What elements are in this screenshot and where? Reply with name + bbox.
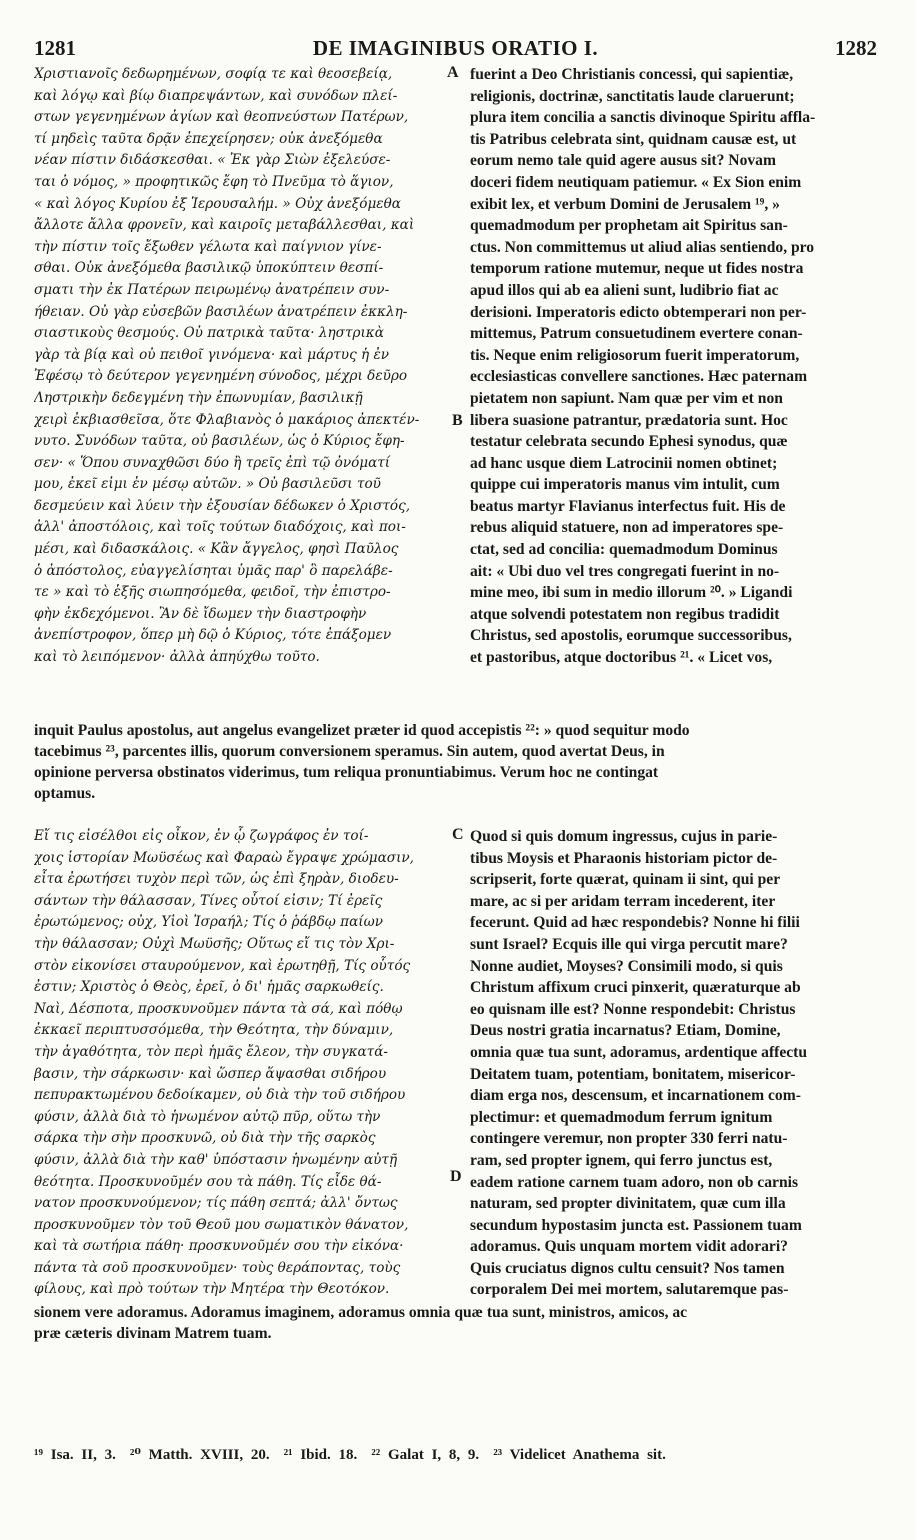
latin-text-line: tacebimus ²³, parcentes illis, quorum conversionem speramus. Sin autem, quod avertat Deus, in: [34, 743, 665, 760]
latin-text-line: eo quisnam ille est? Nonne respondebit: Christus: [470, 1000, 796, 1018]
greek-text-line: μου, ἐκεῖ εἰμι ἐν μέσῳ αὐτῶν. » Οὐ βασιλεῦσι τοῦ: [34, 476, 381, 493]
latin-text-line: plectimur: et quemadmodum ferrum ignitum: [470, 1108, 773, 1126]
latin-text-line: omnia quæ tua sunt, adoramus, ardentique affectu: [470, 1043, 808, 1061]
footnote: ²² Galat I, 8, 9.: [371, 1447, 480, 1463]
latin-text-line: mine meo, ibi sum in medio illorum ²⁰. » Ligandi: [470, 584, 793, 602]
greek-text-line: φίλους, καὶ πρὸ τούτων τὴν Μητέρα τὴν Θεοτόκον.: [34, 1281, 390, 1298]
page-header: [34, 36, 877, 62]
greek-text-line: καὶ τὰ σωτήρια πάθη· προσκυνοῦμέν σου τὴν εἰκόνα·: [34, 1238, 404, 1255]
latin-text-line: Deus nostri gratia incarnatus? Etiam, Domine,: [470, 1022, 781, 1040]
latin-text-line: Nonne audiet, Moyses? Consimili modo, si quis: [470, 957, 783, 975]
latin-text-line: plura item concilia a sanctis divinoque Spiritu afflа-: [470, 109, 816, 127]
greek-text-line: ἄλλοτε ἄλλα φρονεῖν, καὶ καιροῖς μεταβάλλεσθαι, καὶ: [34, 217, 415, 234]
greek-text-line: σματι τὴν ἐκ Πατέρων πειρωμένῳ ἀνατρέπειν συν-: [34, 281, 390, 298]
latin-text-line: tis Patribus celebrata sint, quidnam causæ est, ut: [470, 130, 797, 148]
latin-text-line: adoramus. Quis unquam mortem vidit adorari?: [470, 1238, 788, 1256]
greek-text-line: ήθειαν. Οὐ γὰρ εὐσεβῶν βασιλέων ἀνατρέπειν ἐκκλη-: [34, 303, 408, 320]
greek-text-line: σθαι. Οὐκ ἀνεξόμεθα βασιλικῷ ὑποκύπτειν θεσπί-: [34, 260, 384, 277]
greek-column-bottom: [34, 826, 458, 1301]
latin-text-line: diam erga nos, descensum, et incarnationem com-: [470, 1087, 801, 1105]
greek-text-line: ἐστιν; Χριστὸς ὁ Θεὸς, ἐρεῖ, ὁ δι' ἡμᾶς σαρκωθείς.: [34, 979, 384, 996]
latin-text-line: beatus martyr Flavianus interfectus fuit. His de: [470, 497, 786, 515]
latin-text-line: Deitatem tuam, potentiam, bonitatem, misericor-: [470, 1065, 796, 1083]
latin-column-top: [470, 64, 880, 669]
greek-text-line: χειρὶ ἐκβιασθεῖσα, ὅτε Φλαβιανὸς ὁ μακάριος ἀπεκτέν-: [34, 411, 420, 428]
latin-text-line: mare, ac si per aridam terram incederent, iter: [470, 892, 776, 910]
closing-paragraph: [34, 1302, 880, 1344]
greek-text-line: καὶ τὸ λειπόμενον· ἀλλὰ ἀπηύχθω τοῦτο.: [34, 649, 320, 666]
latin-text-line: scripserit, forte quærat, quinam ii sint, qui per: [470, 871, 781, 889]
footnote: ¹⁹ Isa. II, 3.: [34, 1447, 116, 1463]
greek-text-line: θεότητα. Προσκυνοῦμέν σου τὰ πάθη. Τίς εἶδε θά-: [34, 1173, 382, 1190]
greek-text-line: φύσιν, ἀλλὰ διὰ τὴν καθ' ὑπόστασιν ἡνωμένην αὐτῇ: [34, 1151, 398, 1168]
latin-text-line: rebus aliquid statuere, non ad imperatores spe-: [470, 519, 784, 537]
latin-text-line: ram, sed propter ignem, qui ferro junctus est,: [470, 1151, 773, 1169]
latin-text-line: præ cæteris divinam Matrem tuam.: [34, 1325, 272, 1342]
footnote: ²¹ Ibid. 18.: [283, 1447, 358, 1463]
greek-text-line: φύσιν, ἀλλὰ διὰ τὸ ἡνωμένον αὐτῷ πῦρ, οὕτω τὴν: [34, 1108, 381, 1125]
section-marker-d: D: [450, 1168, 462, 1185]
greek-text-line: σιαστικοὺς θεσμούς. Οὐ πατρικὰ ταῦτα· ληστρικὰ: [34, 325, 384, 342]
greek-text-line: νέαν πίστιν διδάσκεσθαι. « Ἐκ γὰρ Σιὼν ἐξελεύσε-: [34, 152, 391, 169]
greek-text-line: ἐκκαεῖ περιπτυσσόμεθα, τὴν Θεότητα, τὴν δύναμιν,: [34, 1022, 394, 1039]
latin-text-line: eorum nemo tale quid agere ausus sit? Novam: [470, 152, 776, 170]
latin-text-line: sionem vere adoramus. Adoramus imaginem, adoramus omnia quæ tua sunt, ministros, amicos, ac: [34, 1304, 688, 1321]
latin-text-line: Quod si quis domum ingressus, cujus in parie-: [470, 828, 778, 845]
latin-text-line: doceri fidem neutiquam patiemur. « Ex Sion enim: [470, 173, 802, 191]
latin-text-line: Christum affixum cruci pinxerit, quæraturque ab: [470, 979, 801, 997]
greek-column-top: [34, 64, 458, 669]
latin-text-line: testatur celebrata secundo Ephesi synodus, quæ: [470, 433, 788, 451]
greek-text-line: δεσμεύειν καὶ λύειν τὴν ἐξουσίαν δέδωκεν ὁ Χριστός,: [34, 497, 411, 514]
greek-text-line: προσκυνοῦμεν τὸν τοῦ Θεοῦ μου σωματικὸν θάνατον,: [34, 1216, 409, 1233]
footnote: ²³ Videlicet Anathema sit.: [493, 1447, 666, 1463]
greek-text-line: ἀλλ' ἀποστόλοις, καὶ τοῖς τούτων διαδόχοις, καὶ ποι-: [34, 519, 406, 536]
latin-text-line: opinione perversa obstinatos viderimus, tum reliqua pronuntiabimus. Verum hoc ne contingat: [34, 764, 659, 781]
latin-text-line: quippe cui imperatoris manus vim intulit, cum: [470, 476, 780, 494]
section-marker-a: A: [447, 64, 459, 81]
greek-text-line: Εἴ τις εἰσέλθοι εἰς οἶκον, ἐν ᾧ ζωγράφος ἐν τοί-: [34, 828, 369, 844]
greek-text-line: Ἐφέσῳ τὸ δεύτερον γεγενημένη σύνοδος, μέχρι δεῦρο: [34, 368, 408, 385]
greek-text-line: μέσι, καὶ διδασκάλοις. « Κἂν ἄγγελος, φησὶ Παῦλος: [34, 541, 399, 558]
greek-text-line: σάντων τὴν θάλασσαν, Τίνες οὗτοί εἰσιν; Τί ἐρεῖς: [34, 892, 383, 909]
greek-text-line: ἀνεπίστροφον, ὅπερ μὴ δῷ ὁ Κύριος, τότε ἐπάξομεν: [34, 627, 392, 644]
latin-text-line: temporum ratione mutemur, neque ut fides nostra: [470, 260, 804, 278]
greek-text-line: εἶτα ἐρωτήσει τυχὸν περὶ τῶν, ὡς ἐπὶ ξηρὰν, διοδευ-: [34, 871, 399, 888]
latin-text-line: ctat, sed ad concilia: quemadmodum Dominus: [470, 541, 778, 559]
greek-text-line: τὴν θάλασσαν; Οὐχὶ Μωϋσῆς; Οὕτως εἴ τις τὸν Χρι-: [34, 935, 395, 952]
greek-text-line: χοις ἱστορίαν Μωϋσέως καὶ Φαραὼ ἔγραψε χρώμασιν,: [34, 849, 414, 866]
latin-text-line: tis. Neque enim religiosorum fuerit imperatorum,: [470, 346, 800, 364]
latin-text-line: Christus, sed apostolis, eorumque successoribus,: [470, 627, 792, 645]
section-marker-b: B: [452, 412, 463, 429]
greek-text-line: τε » καὶ τὸ ἑξῆς σιωπησόμεθα, φειδοῖ, τὴν ἐπιστρο-: [34, 584, 391, 601]
latin-text-line: quemadmodum per prophetam ait Spiritus san-: [470, 217, 788, 235]
page-number-left: 1281: [34, 36, 76, 60]
page-number-right: 1282: [835, 36, 877, 60]
latin-text-line: contingere veremur, non propter 330 ferri natu-: [470, 1130, 788, 1148]
greek-text-line: νατον προσκυνούμενον; τίς πάθη σεπτά; ἀλλ' ὄντως: [34, 1195, 398, 1212]
greek-text-line: βασιν, τὴν σάρκωσιν· καὶ ὥσπερ ἅψασθαι σιδήρου: [34, 1065, 387, 1082]
greek-text-line: ὁ ἀπόστολος, εὐαγγελίσηται ὑμᾶς παρ' ὃ παρελάβε-: [34, 562, 393, 579]
latin-text-line: libera suasione patrantur, prædatoria sunt. Hoc: [470, 411, 788, 429]
latin-text-line: ad hanc usque diem Latrocinii nomen obtinet;: [470, 454, 778, 472]
latin-text-line: naturam, sed propter divinitatem, quæ cum illa: [470, 1195, 786, 1213]
greek-text-line: νυτο. Συνόδων ταῦτα, οὐ βασιλέων, ὡς ὁ Κύριος ἔφη-: [34, 433, 405, 450]
latin-text-line: eadem ratione carnem tuam adoro, non ob carnis: [470, 1173, 799, 1191]
running-title: DE IMAGINIBUS ORATIO I.: [312, 36, 599, 60]
greek-text-line: τὴν ἀγαθότητα, τὸν περὶ ἡμᾶς ἔλεον, τὴν συγκατά-: [34, 1043, 388, 1060]
greek-text-line: στὸν εἰκονίσει σταυρούμενον, καὶ ἐρωτηθῇ, Τίς οὗτός: [34, 957, 411, 974]
latin-text-line: inquit Paulus apostolus, aut angelus evangelizet præter id quod accepistis ²²: » quod sequitur modo: [34, 722, 690, 739]
greek-text-line: σεν· « Ὅπου συναχθῶσι δύο ἢ τρεῖς ἐπὶ τῷ ὀνόματί: [34, 454, 391, 471]
latin-text-line: ait: « Ubi duo vel tres congregati fuerint in no-: [470, 562, 780, 580]
greek-text-line: τὴν πίστιν τοῖς ἔξωθεν γέλωτα καὶ παίγνιον γίνε-: [34, 238, 382, 255]
greek-text-line: Ληστρικὴν δεδεγμένη τὴν ἐπωνυμίαν, βασιλικῇ: [34, 389, 363, 406]
full-width-paragraph: [34, 720, 880, 804]
greek-text-line: Ναὶ, Δέσποτα, προσκυνοῦμεν πάντα τὰ σά, καὶ πόθῳ: [34, 1000, 403, 1017]
greek-text-line: Χριστιανοῖς δεδωρημένων, σοφίᾳ τε καὶ θεοσεβείᾳ,: [34, 66, 393, 82]
latin-text-line: fecerunt. Quid ad hæc respondebis? Nonne hi filii: [470, 914, 800, 932]
latin-text-line: sunt Israel? Ecquis ille qui virga percutit mare?: [470, 935, 788, 953]
latin-text-line: tibus Moysis et Pharaonis historiam pictor de-: [470, 849, 778, 867]
latin-text-line: exibit lex, et verbum Domini de Jerusalem ¹⁹, »: [470, 195, 780, 213]
section-marker-c: C: [452, 826, 464, 843]
latin-text-line: optamus.: [34, 785, 96, 802]
latin-text-line: apud illos qui ab ea alieni sunt, ludibrio fiat ac: [470, 281, 779, 299]
greek-text-line: γὰρ τὰ βίᾳ καὶ οὐ πειθοῖ γινόμενα· καὶ μάρτυς ἡ ἐν: [34, 346, 390, 363]
latin-text-line: et pastoribus, atque doctoribus ²¹. « Licet vos,: [470, 649, 773, 667]
latin-column-bottom: [470, 826, 880, 1301]
greek-text-line: τί μηδεὶς ταῦτα δρᾷν ἐπεχείρησεν; οὐκ ἀνεξόμεθα: [34, 130, 383, 147]
latin-text-line: pietatem non sapiunt. Nam quæ per vim et non: [470, 389, 783, 407]
footnote: ²⁰ Matth. XVIII, 20.: [129, 1447, 270, 1463]
latin-text-line: corporalem Dei mei mortem, salutaremque pas-: [470, 1281, 789, 1299]
greek-text-line: « καὶ λόγος Κυρίου ἐξ Ἱερουσαλήμ. » Οὐχ ἀνεξόμεθα: [34, 195, 401, 212]
greek-text-line: πάντα τὰ σοῦ προσκυνοῦμεν· τοὺς θεράποντας, τοὺς: [34, 1259, 401, 1276]
latin-text-line: Quis cruciatus dignos cultu censuit? Nos tamen: [470, 1259, 785, 1277]
latin-text-line: secundum hypostasim juncta est. Passionem tuam: [470, 1216, 802, 1234]
latin-text-line: ctus. Non committemus ut aliud alias sentiendo, pro: [470, 238, 815, 256]
greek-text-line: ται ὁ νόμος, » προφητικῶς ἔφη τὸ Πνεῦμα τὸ ἅγιον,: [34, 173, 394, 190]
latin-text-line: ecclesiasticas convellere sanctiones. Hæc paternam: [470, 368, 808, 386]
greek-text-line: φὴν ἐκδεχόμενοι. Ἂν δὲ ἴδωμεν τὴν διαστροφὴν: [34, 605, 367, 622]
latin-text-line: atque solvendi potestatem non regibus tradidit: [470, 605, 780, 623]
greek-text-line: πεπυρακτωμένου δεδοίκαμεν, οὐ διὰ τὴν τοῦ σιδήρου: [34, 1087, 406, 1104]
latin-text-line: mittemus, Patrum consuetudinem evertere conan-: [470, 325, 803, 343]
latin-text-line: religionis, doctrinæ, sanctitatis laude claruerunt;: [470, 87, 795, 105]
latin-text-line: derisioni. Imperatoris edicto obtemperari non per-: [470, 303, 807, 321]
greek-text-line: στων γεγενημένων ἁγίων καὶ θεοπνεύστων Πατέρων,: [34, 109, 409, 126]
greek-text-line: σάρκα τὴν σὴν προσκυνῶ, οὐ διὰ τὴν τῆς σαρκὸς: [34, 1130, 376, 1147]
latin-text-line: fuerint a Deo Christianis concessi, qui sapientiæ,: [470, 66, 794, 83]
greek-text-line: καὶ λόγῳ καὶ βίῳ διαπρεψάντων, καὶ συνόδων πλεί-: [34, 87, 398, 104]
greek-text-line: ἐρωτώμενος; οὐχ, Υἱοὶ Ἰσραήλ; Τίς ὁ ῥάβδῳ παίων: [34, 914, 383, 931]
footnotes: [34, 1445, 877, 1464]
